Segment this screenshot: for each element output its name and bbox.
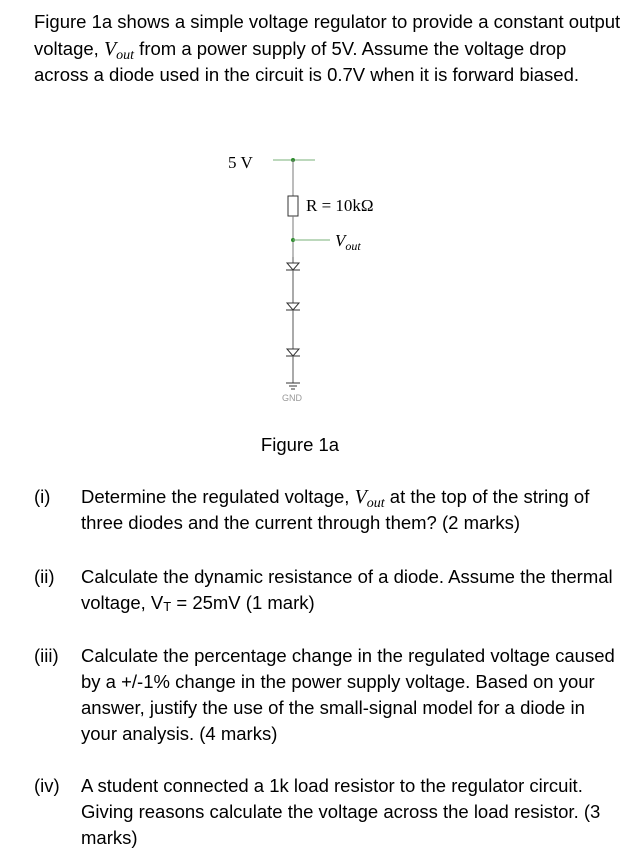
- question-text: A student connected a 1k load resistor to the regulator circuit. Giving reasons calculate the voltage across the load resistor. (3 marks): [81, 775, 601, 848]
- resistor-r: [288, 196, 298, 216]
- figure-caption: Figure 1a: [260, 434, 340, 455]
- ground-symbol: [286, 383, 300, 389]
- question-text: Determine the regulated voltage, $V_{out}$ at the top of the string of three diodes and the current through them? (2 marks): [81, 486, 590, 533]
- question-number: (iii): [34, 645, 59, 666]
- diode-3: [286, 343, 300, 383]
- intro-vout-symbol: $V_{out}$: [103, 37, 135, 63]
- vout-label: $V_{out}$: [335, 231, 361, 253]
- question-text: Calculate the dynamic resistance of a diode. Assume the thermal voltage, $V_T = 25mV$ (1 mark): [81, 566, 613, 614]
- question-number: (ii): [34, 566, 55, 587]
- ground-label: GND: [282, 393, 302, 403]
- question-number: (iv): [34, 775, 60, 796]
- question-number: (i): [34, 486, 51, 507]
- question-text: Calculate the percentage change in the regulated voltage caused by a +/-1% change in the power supply voltage. Based on your answer, justify the use of the small-signal model for a diode in your analysis. (4 marks): [81, 645, 615, 744]
- resistor-label: R = 10kΩ: [306, 196, 374, 215]
- intro-text-1: Figure 1a shows a simple voltage regulator to provide a constant output voltage,: [34, 11, 621, 59]
- intro-text-2: from a power supply of 5V. Assume the voltage drop across a diode used in the circuit is 0.7V when it is forward biased.: [34, 37, 580, 85]
- diode-1: [286, 257, 300, 297]
- diode-2: [286, 297, 300, 343]
- supply-label: 5 V: [228, 153, 253, 172]
